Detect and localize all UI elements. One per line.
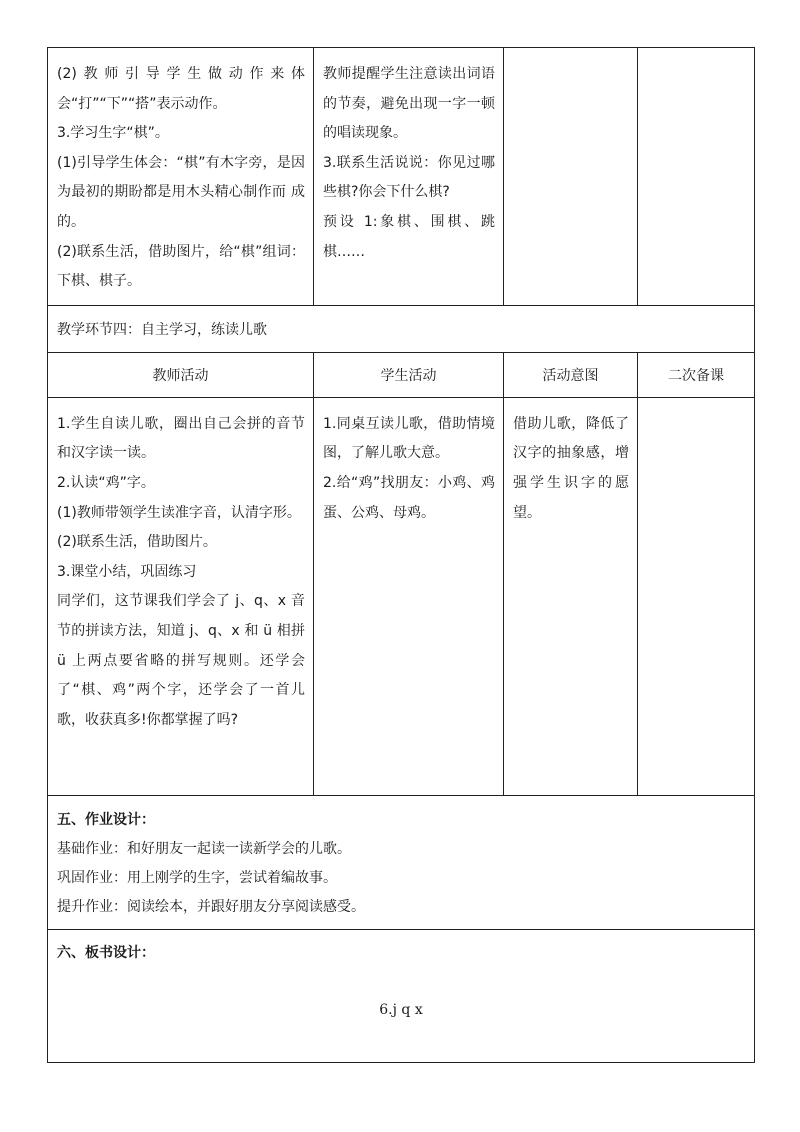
student-activity-paragraph: 1.同桌互读儿歌，借助情境图，了解儿歌大意。 [323, 415, 495, 462]
student-activity-paragraph: 3.联系生活说说：你见过哪些棋?你会下什么棋? [323, 154, 495, 201]
homework-item: 基础作业：和好朋友一起读一读新学会的儿歌。 [57, 840, 351, 857]
lesson-plan-table [47, 47, 755, 1063]
homework-item: 巩固作业：用上刚学的生字，尝试着编故事。 [57, 869, 337, 886]
board-design-title: 六、板书设计： [57, 944, 155, 961]
header-student-activity: 学生活动 [314, 352, 504, 397]
teacher-activity-paragraph: (1)教师带领学生读准字音，认清字形。 [57, 504, 301, 521]
homework-item: 提升作业：阅读绘本，并跟好朋友分享阅读感受。 [57, 898, 365, 915]
board-design-row [48, 929, 755, 1062]
student-activity-paragraph: 2.给“鸡”找朋友：小鸡、鸡蛋、公鸡、母鸡。 [323, 474, 495, 521]
column-header-row [48, 352, 755, 397]
secondary-prep-cell [638, 48, 755, 306]
teacher-activity-cell [48, 48, 314, 306]
student-activity-cell [314, 397, 504, 795]
student-activity-cell [314, 48, 504, 306]
board-design-cell [48, 929, 755, 1062]
header-teacher-activity: 教师活动 [48, 352, 314, 397]
teacher-activity-paragraph: (2)联系生活，借助图片。 [57, 534, 217, 551]
teacher-activity-paragraph: 1.学生自读儿歌，圈出自己会拼的音节和汉字读一读。 [57, 415, 305, 462]
section-four-title-cell [48, 305, 755, 352]
teacher-activity-paragraph: 3.课堂小结，巩固练习 [57, 563, 197, 580]
section-four-title-row [48, 305, 755, 352]
teacher-activity-paragraph: (2)联系生活，借助图片，给“棋”组词：下棋、棋子。 [57, 243, 305, 290]
activity-intent-cell [504, 397, 638, 795]
activity-intent-paragraph: 借助儿歌，降低了汉字的抽象感，增强学生识字的愿望。 [513, 415, 629, 521]
continued-activity-row [48, 48, 755, 306]
homework-row [48, 795, 755, 929]
teacher-activity-paragraph: 同学们，这节课我们学会了 j、q、x 音节的拼读方法，知道 j、q、x 和 ü 相拼 ü 上两点要省略的拼写规则。还学会了“棋、鸡”两个字，还学会了一首儿歌，收获真多!你都掌握了吗? [57, 593, 305, 728]
teacher-activity-paragraph: (2)教师引导学生做动作来体会“打”“下”“搭”表示动作。 [57, 66, 305, 112]
teacher-activity-paragraph: (1)引导学生体会：“棋”有木字旁，是因为最初的期盼都是用木头精心制作而 成的。 [57, 154, 305, 230]
activity-intent-cell [504, 48, 638, 306]
teacher-activity-cell [48, 397, 314, 795]
teacher-activity-paragraph: 2.认读“鸡”字。 [57, 474, 155, 491]
header-secondary-prep: 二次备课 [638, 352, 755, 397]
secondary-prep-cell [638, 397, 755, 795]
student-activity-paragraph: 教师提醒学生注意读出词语的节奏，避免出现一字一顿的唱读现象。 [323, 66, 495, 142]
homework-title: 五、作业设计： [57, 811, 155, 828]
board-design-content: 6.j q x [379, 1001, 423, 1018]
header-activity-intent: 活动意图 [504, 352, 638, 397]
homework-cell [48, 795, 755, 929]
section-four-title: 教学环节四：自主学习，练读儿歌 [57, 321, 267, 338]
section-four-content-row [48, 397, 755, 795]
teacher-activity-paragraph: 3.学习生字“棋”。 [57, 125, 169, 142]
student-activity-paragraph: 预设 1:象棋、围棋、跳棋…… [323, 213, 495, 260]
